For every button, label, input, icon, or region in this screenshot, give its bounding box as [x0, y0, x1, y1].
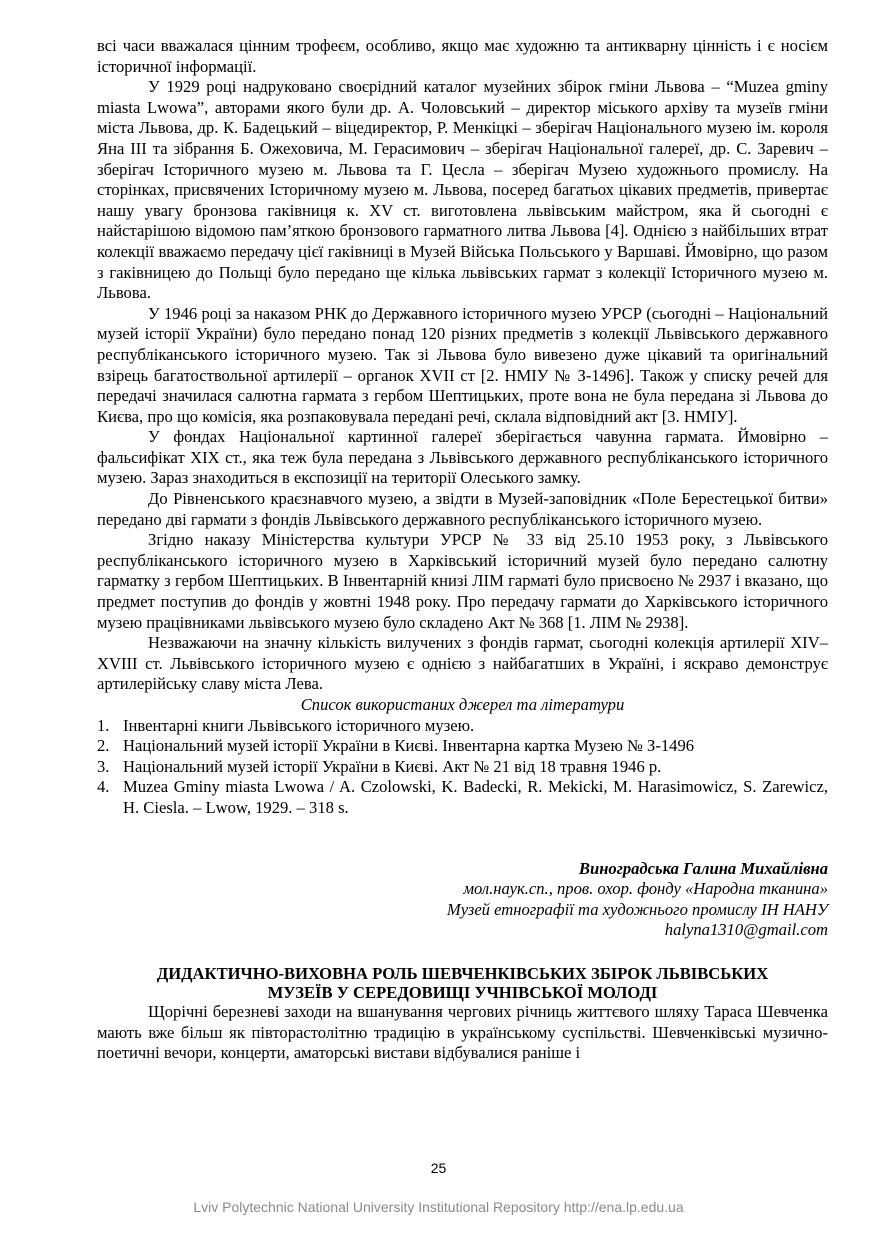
reference-item	[97, 716, 828, 737]
paragraph-conclusion: Незважаючи на значну кількість вилучених з фондів гармат, сьогодні колекція артилерії XIV–XVIII ст. Львівського історичного музею є однією з найбагатших в Україні, і яскраво демонструє артилерійську славу міста Лева.	[97, 633, 828, 694]
page-number: 25	[430, 1160, 447, 1176]
reference-text: Національний музей історії України в Києві. Акт № 21 від 18 травня 1946 р.	[123, 756, 662, 776]
references-list	[97, 716, 828, 819]
paragraph-rivne-museum: До Рівненського краєзнавчого музею, а звідти в Музей-заповідник «Поле Берестецької битви» передано дві гармати з фондів Львівського державного республіканського історичного музею.	[97, 489, 828, 529]
paragraph-continued: всі часи вважалася цінним трофеєм, особливо, якщо має художню та антикварну цінність і є носієм історичної інформації.	[97, 36, 828, 76]
author-institution: Музей етнографії та художнього промислу ІН НАНУ	[446, 899, 828, 919]
paragraph-1946-transfer: У 1946 році за наказом РНК до Державного історичного музею УРСР (сьогодні – Національний музей історії України) було передано понад 120 різних предметів з колекції Львівського державного республіканського історичного музею. Так зі Львова було вивезено дуже цікавий та оригінальний взірець багатоствольної артилерії – органок XVII ст [2. НМІУ № З-1496]. Також у списку речей для передачі значилася салютна гармата з гербом Шептицьких, проте вона не була передана зі Львова до Києва, про що комісія, яка розпаковувала передані речі, склала відповідний акт [3. НМІУ].	[97, 303, 828, 426]
paragraph-kharkiv-transfer: Згідно наказу Міністерства культури УРСР № 33 від 25.10 1953 року, з Львівського республіканського історичного музею в Харківський історичний музей було передано салютну гарматку з гербом Шептицьких. В Інвентарній книзі ЛІМ гарматі було присвоєно № 2937 і вказано, що предмет поступив до фондів у жовтні 1948 року. Про передачу гармати до Харківського історичного музею працівниками львівського музею було складено Акт № 368 [1. ЛІМ № 2938].	[97, 530, 828, 632]
paragraph-1929-catalog: У 1929 році надруковано своєрідний каталог музейних збірок гміни Львова – “Muzea gminy miasta Lwowa”, авторами якого були др. А. Чоловський – директор міського архіву та музеїв гміни міста Львова, др. К. Бадецький – віцедиректор, Р. Менкіцкі – зберігач Національного музею ім. короля Яна ІІІ та зібрання Б. Ожеховича, М. Герасимович – зберігач Національної галереї, др. С. Заревич – зберігач Історичного музею м. Львова та Г. Цесла – зберігач Музею художнього промислу. На сторінках, присвячених Історичному музею м. Львова, посеред багатьох цікавих предметів, привертає нашу увагу бронзова гаківниця к. XV ст. виготовлена львівським майстром, яка й сьогодні є найстарішою відомою пам’яткою бронзового гарматного литва Львова [4]. Однією з найбільших втрат колекції вважаємо передачу цієї гаківниці в Музей Війська Польського у Варшаві. Ймовірно, що разом з гаківницею до Польщі було передано ще кілька львівських гармат з колекції Історичного музею м. Львова.	[97, 77, 828, 303]
reference-text: Національний музей історії України в Києві. Інвентарна картка Музею № З-1496	[123, 736, 695, 756]
reference-number: 4.	[97, 777, 110, 797]
reference-item	[97, 777, 828, 818]
reference-text: Інвентарні книги Львівського історичного музею.	[123, 715, 475, 735]
article-title	[97, 964, 828, 1002]
author-block	[97, 859, 828, 941]
main-text-column	[97, 36, 828, 1064]
author-email: halyna1310@gmail.com	[664, 920, 828, 940]
reference-number: 2.	[97, 736, 110, 756]
article-title-line-2: МУЗЕЇВ У СЕРЕДОВИЩІ УЧНІВСЬКОЇ МОЛОДІ	[267, 982, 658, 1002]
repository-footer: Lviv Polytechnic National University Institutional Repository http://ena.lp.edu.ua	[193, 1199, 684, 1215]
reference-item	[97, 736, 828, 757]
author-position: мол.наук.сп., пров. охор. фонду «Народна тканина»	[463, 879, 828, 899]
reference-item	[97, 757, 828, 778]
references-heading: Список використаних джерел та літератури	[300, 695, 625, 714]
reference-number: 3.	[97, 756, 110, 776]
article-title-line-1: ДИДАКТИЧНО-ВИХОВНА РОЛЬ ШЕВЧЕНКІВСЬКИХ ЗБІРОК ЛЬВІВСЬКИХ	[156, 963, 769, 983]
paragraph-national-gallery: У фондах Національної картинної галереї зберігається чавунна гармата. Ймовірно – фальсифікат XIX ст., яка теж була передана з Львівського державного республіканського історичного музею. Зараз знаходиться в експозиції на території Олеського замку.	[97, 427, 828, 488]
author-name: Виноградська Галина Михайлівна	[578, 858, 828, 878]
reference-text: Muzea Gminy miasta Lwowa / A. Czolowski, K. Badecki, R. Mekicki, M. Harasimowicz, S. Zarewicz, H. Ciesla. – Lwow, 1929. – 318 s.	[123, 777, 828, 817]
article-intro-paragraph: Щорічні березневі заходи на вшанування чергових річниць життєвого шляху Тараса Шевченка мають вже більш як півторастолітню традицію в українському суспільстві. Шевченківські музично-поетичні вечори, концерти, аматорські вистави відбувалися раніше і	[97, 1001, 828, 1063]
reference-number: 1.	[97, 715, 110, 735]
